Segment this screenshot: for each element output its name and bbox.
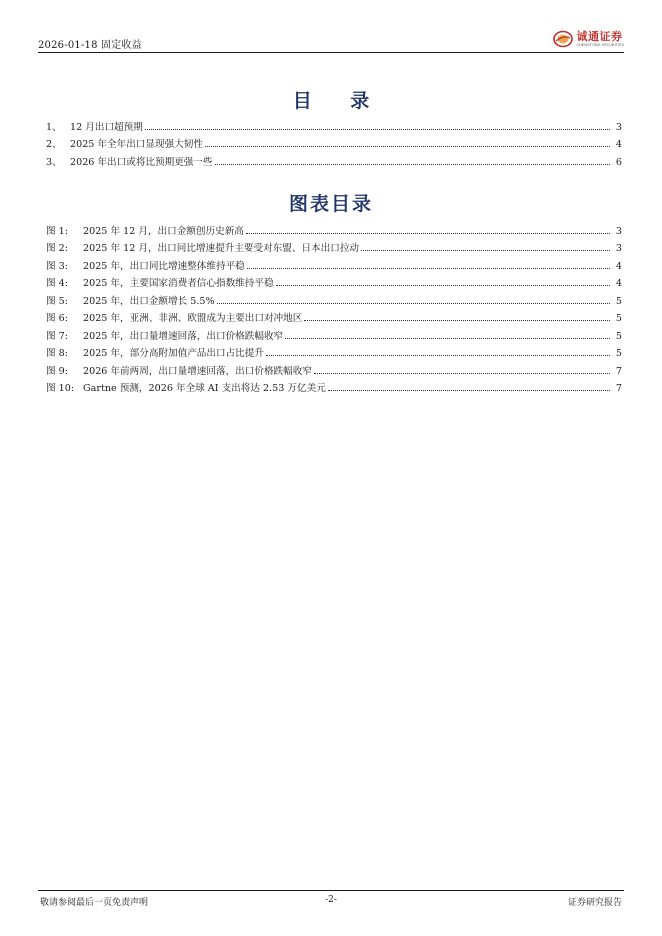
- figure-entry-label: 2025 年，出口同比增速整体维持平稳: [83, 260, 245, 272]
- figure-entry-label: 2025 年，主要国家消费者信心指数维持平稳: [83, 278, 274, 289]
- figure-entry[interactable]: [46, 289, 622, 307]
- figure-entry-number: 图 9:: [46, 365, 68, 377]
- dot-leader: [285, 338, 610, 339]
- logo-chinese-name: 诚通证券: [576, 29, 623, 43]
- logo-english-name: CHENGTONG SECURITIES: [576, 42, 624, 47]
- figure-entry-number: 图 10:: [46, 383, 75, 394]
- dot-leader: [361, 250, 610, 251]
- figure-entry-number: 图 5:: [46, 295, 68, 307]
- footer-report-type: 证券研究报告: [567, 898, 622, 908]
- figure-entry-label: 2025 年，亚洲、非洲、欧盟成为主要出口对冲地区: [83, 313, 303, 324]
- figure-entry-page: 4: [615, 278, 622, 289]
- dot-leader: [314, 373, 610, 374]
- figure-entry-label: 2025 年，出口金额增长 5.5%: [83, 295, 215, 307]
- figure-entry-number: 图 3:: [46, 260, 68, 272]
- toc-list: [46, 115, 622, 168]
- dot-leader: [247, 268, 610, 269]
- toc-entry-page: 4: [615, 139, 622, 150]
- figure-entry[interactable]: [46, 342, 622, 360]
- header-date-category: 2026-01-18 固定收益: [38, 40, 142, 51]
- page-footer: [38, 890, 624, 915]
- figure-entry[interactable]: [46, 237, 622, 255]
- figure-entry-page: 7: [615, 383, 622, 394]
- figure-entry-number: 图 2:: [46, 243, 68, 254]
- toc-entry-number: 2、: [46, 139, 62, 150]
- figure-list-title: 图表目录: [288, 193, 373, 215]
- company-logo: [553, 28, 624, 50]
- toc-entry[interactable]: [46, 133, 622, 151]
- dot-leader: [145, 129, 610, 130]
- toc-entry[interactable]: [46, 115, 622, 133]
- figure-entry-number: 图 7:: [46, 330, 68, 342]
- dot-leader: [328, 390, 610, 391]
- figure-entry-label: 2025 年，部分高附加值产品出口占比提升: [83, 348, 264, 359]
- figure-list: [46, 219, 622, 394]
- figure-entry-page: 3: [615, 243, 622, 254]
- figure-entry-number: 图 1:: [46, 225, 68, 237]
- figure-entry-number: 图 8:: [46, 348, 68, 359]
- figure-entry-label: 2025 年 12 月，出口金额创历史新高: [83, 225, 244, 237]
- toc-entry-number: 1、: [46, 121, 62, 133]
- dot-leader: [304, 320, 610, 321]
- figure-entry-label: 2025 年 12 月，出口同比增速提升主要受对东盟、日本出口拉动: [83, 243, 360, 254]
- figure-entry-label: Gartne 预测，2026 年全球 AI 支出将达 2.53 万亿美元: [83, 383, 326, 394]
- dot-leader: [215, 164, 610, 165]
- toc-entry-page: 3: [615, 121, 622, 133]
- figure-entry[interactable]: [46, 272, 622, 290]
- figure-entry-label: 2026 年前两周，出口量增速回落，出口价格跌幅收窄: [83, 365, 312, 377]
- figure-entry-label: 2025 年，出口量增速回落，出口价格跌幅收窄: [83, 330, 284, 342]
- dot-leader: [217, 303, 610, 304]
- figure-entry-number: 图 4:: [46, 278, 68, 289]
- toc-entry[interactable]: [46, 150, 622, 168]
- toc-entry-number: 3、: [46, 156, 62, 168]
- dot-leader: [276, 285, 610, 286]
- dot-leader: [266, 355, 610, 356]
- logo-emblem-icon: [553, 29, 573, 49]
- toc-entry-label: 2025 年全年出口显现强大韧性: [70, 139, 203, 150]
- figure-entry-page: 5: [615, 313, 622, 324]
- figure-entry[interactable]: [46, 377, 622, 395]
- figure-entry-number: 图 6:: [46, 313, 68, 324]
- figure-entry-page: 5: [615, 295, 622, 307]
- figure-entry-page: 4: [615, 260, 622, 272]
- toc-title: 目 录: [292, 90, 386, 112]
- toc-entry-page: 6: [615, 156, 622, 168]
- page-header: [38, 26, 624, 53]
- footer-page-number: -2-: [325, 895, 337, 905]
- figure-entry[interactable]: [46, 307, 622, 325]
- figure-entry[interactable]: [46, 219, 622, 237]
- dot-leader: [205, 146, 610, 147]
- footer-disclaimer: 敬请参阅最后一页免责声明: [40, 898, 149, 908]
- figure-entry-page: 5: [615, 330, 622, 342]
- figure-entry[interactable]: [46, 359, 622, 377]
- figure-entry[interactable]: [46, 254, 622, 272]
- figure-entry-page: 5: [615, 348, 622, 359]
- figure-entry-page: 3: [615, 225, 622, 237]
- dot-leader: [246, 233, 610, 234]
- figure-entry-page: 7: [615, 365, 622, 377]
- figure-entry[interactable]: [46, 324, 622, 342]
- toc-entry-label: 12 月出口超预期: [70, 121, 143, 133]
- toc-entry-label: 2026 年出口或将比预期更强一些: [70, 156, 213, 168]
